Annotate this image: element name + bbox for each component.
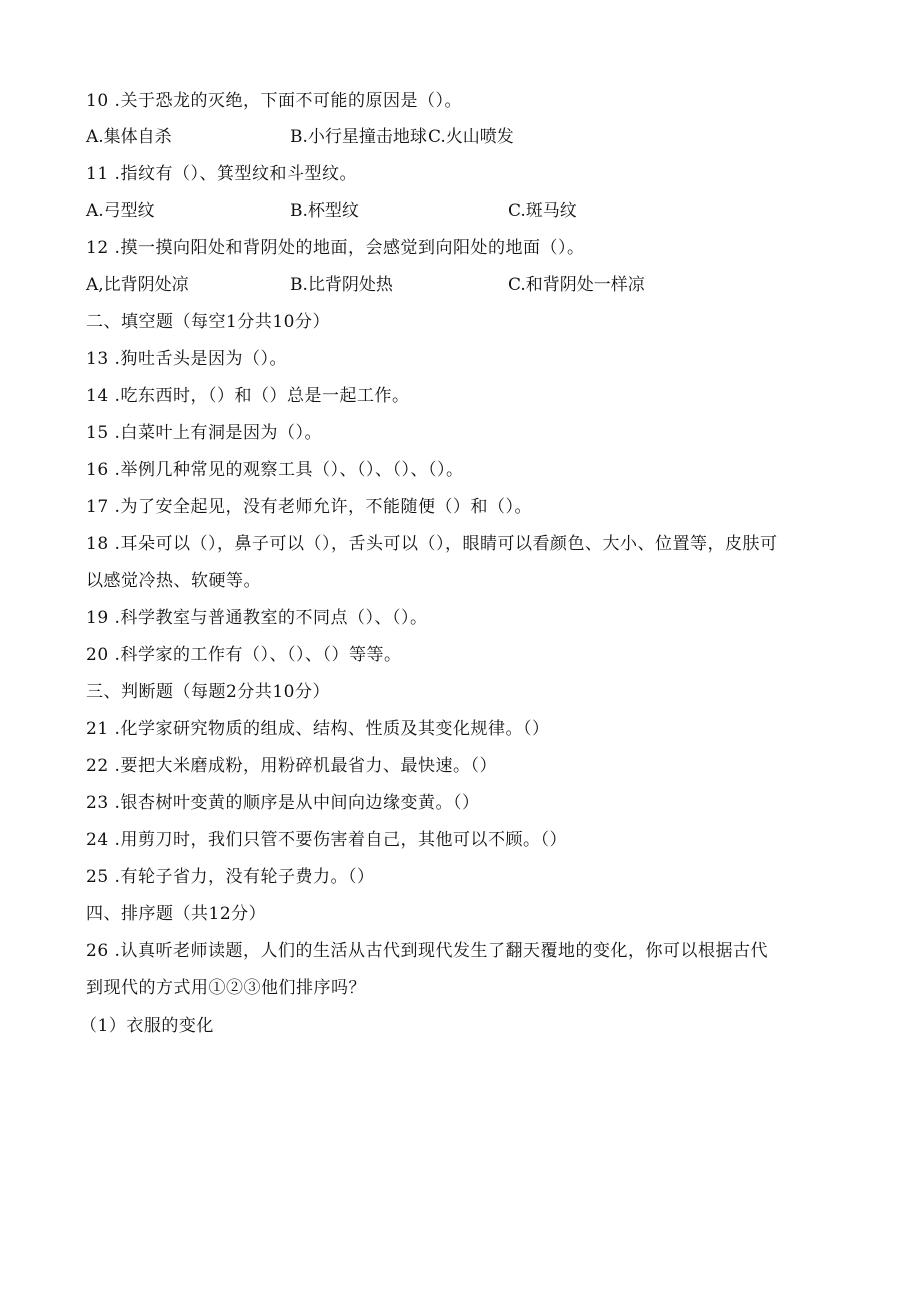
question-18: 18 .耳朵可以（），鼻子可以（），舌头可以（），眼睛可以看颜色、大小、位置等，皮肤可 <box>86 534 778 554</box>
question-16: 16 .举例几种常见的观察工具（）、（）、（）、（）。 <box>86 460 464 480</box>
question-25: 25 .有轮子省力，没有轮子费力。（） <box>86 867 375 887</box>
question-15: 15 .白菜叶上有洞是因为（）。 <box>86 423 322 443</box>
section-heading-ordering: 四、排序题（共12分） <box>86 904 267 924</box>
q12-option-a: A,比背阴处凉 <box>86 275 189 295</box>
question-12: 12 .摸一摸向阳处和背阴处的地面，会感觉到向阳处的地面（）。 <box>86 238 585 258</box>
question-18-continued: 以感觉冷热、软硬等。 <box>86 571 261 591</box>
question-11: 11 .指纹有（）、箕型纹和斗型纹。 <box>86 164 357 184</box>
q10-option-c: C.火山喷发 <box>428 127 514 147</box>
sub-question-clothing: （1）衣服的变化 <box>80 1016 214 1036</box>
question-17: 17 .为了安全起见，没有老师允许，不能随便（）和（）。 <box>86 497 532 517</box>
question-10: 10 .关于恐龙的灭绝，下面不可能的原因是（）。 <box>86 91 462 111</box>
q10-option-b: B.小行星撞击地球 <box>290 127 427 147</box>
question-14: 14 .吃东西时，（）和（）总是一起工作。 <box>86 386 410 406</box>
section-heading-true-false: 三、判断题（每题2分共10分） <box>86 682 330 702</box>
q11-option-a: A.弓型纹 <box>86 201 155 221</box>
question-13: 13 .狗吐舌头是因为（）。 <box>86 349 287 369</box>
q11-option-c: C.斑马纹 <box>508 201 577 221</box>
q11-option-b: B.杯型纹 <box>290 201 359 221</box>
question-20: 20 .科学家的工作有（）、（）、（）等等。 <box>86 645 402 665</box>
question-26: 26 .认真听老师读题，人们的生活从古代到现代发生了翻天覆地的变化，你可以根据古代 <box>86 941 768 961</box>
question-21: 21 .化学家研究物质的组成、结构、性质及其变化规律。（） <box>86 719 550 739</box>
section-heading-fill-in: 二、填空题（每空1分共10分） <box>86 312 330 332</box>
question-26-continued: 到现代的方式用①②③他们排序吗？ <box>86 978 366 998</box>
question-19: 19 .科学教室与普通教室的不同点（）、（）。 <box>86 608 428 628</box>
question-22: 22 .要把大米磨成粉，用粉碎机最省力、最快速。（） <box>86 756 497 776</box>
q12-option-b: B.比背阴处热 <box>290 275 393 295</box>
q12-option-c: C.和背阴处一样凉 <box>508 275 645 295</box>
question-23: 23 .银杏树叶变黄的顺序是从中间向边缘变黄。（） <box>86 793 480 813</box>
q10-option-a: A.集体自杀 <box>86 127 172 147</box>
question-24: 24 .用剪刀时，我们只管不要伤害着自己，其他可以不顾。（） <box>86 830 567 850</box>
